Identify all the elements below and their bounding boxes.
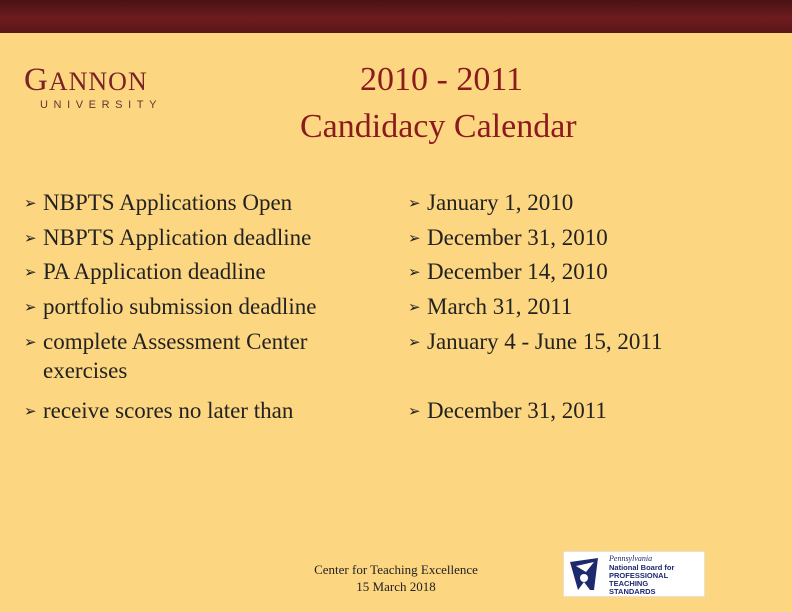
logo-name-rest: ANNON — [48, 67, 148, 96]
event-date — [408, 224, 608, 253]
arrowhead-bullet-icon: ➢ — [408, 300, 421, 316]
event-date-text: December 31, 2010 — [427, 225, 608, 250]
event-label-text: complete Assessment Center — [43, 329, 308, 354]
slide-title-years: 2010 - 2011 — [360, 61, 524, 98]
arrowhead-bullet-icon: ➢ — [408, 404, 421, 420]
footer-date: 15 March 2018 — [356, 579, 436, 594]
event-label-text: PA Application deadline — [43, 259, 266, 284]
logo-subtitle: UNIVERSITY — [40, 99, 163, 111]
event-date-text: March 31, 2011 — [427, 294, 573, 319]
event-label — [24, 258, 266, 287]
footer-organization: Center for Teaching Excellence — [314, 562, 478, 577]
gannon-university-logo — [24, 64, 162, 111]
event-date — [408, 397, 607, 426]
event-label — [24, 189, 292, 218]
nbpts-logo — [563, 551, 705, 597]
arrowhead-bullet-icon: ➢ — [24, 231, 37, 247]
top-banner — [0, 0, 792, 33]
event-date-text: January 1, 2010 — [427, 190, 574, 215]
nbpts-line: National Board for — [609, 563, 675, 572]
footer — [296, 561, 496, 595]
event-date-text: December 31, 2011 — [427, 398, 607, 423]
event-label-continuation: exercises — [43, 358, 128, 383]
nbpts-line: TEACHING — [609, 579, 649, 588]
event-date-text: January 4 - June 15, 2011 — [427, 329, 663, 354]
event-label — [24, 328, 307, 385]
logo-name — [24, 64, 162, 98]
event-label-text: portfolio submission deadline — [43, 294, 317, 319]
event-label — [24, 224, 311, 253]
arrowhead-bullet-icon: ➢ — [408, 196, 421, 212]
event-date — [408, 189, 573, 218]
event-label-text: NBPTS Application deadline — [43, 225, 312, 250]
event-label-text: receive scores no later than — [43, 398, 294, 423]
arrowhead-bullet-icon: ➢ — [408, 231, 421, 247]
nbpts-state: Pennsylvania — [609, 554, 653, 563]
nbpts-emblem-icon — [564, 552, 608, 596]
event-label — [24, 293, 316, 322]
arrowhead-bullet-icon: ➢ — [24, 265, 37, 281]
arrowhead-bullet-icon: ➢ — [408, 335, 421, 351]
arrowhead-bullet-icon: ➢ — [24, 404, 37, 420]
nbpts-line: PROFESSIONAL — [609, 571, 669, 580]
slide-title: Candidacy Calendar — [300, 108, 577, 145]
event-date-text: December 14, 2010 — [427, 259, 608, 284]
event-date — [408, 258, 608, 287]
event-date — [408, 328, 663, 357]
arrowhead-bullet-icon: ➢ — [24, 196, 37, 212]
logo-initial: G — [24, 62, 49, 98]
event-label-text: NBPTS Applications Open — [43, 190, 293, 215]
nbpts-line: STANDARDS — [609, 587, 656, 596]
arrowhead-bullet-icon: ➢ — [24, 335, 37, 351]
arrowhead-bullet-icon: ➢ — [408, 265, 421, 281]
event-label — [24, 397, 293, 426]
arrowhead-bullet-icon: ➢ — [24, 300, 37, 316]
event-date — [408, 293, 572, 322]
